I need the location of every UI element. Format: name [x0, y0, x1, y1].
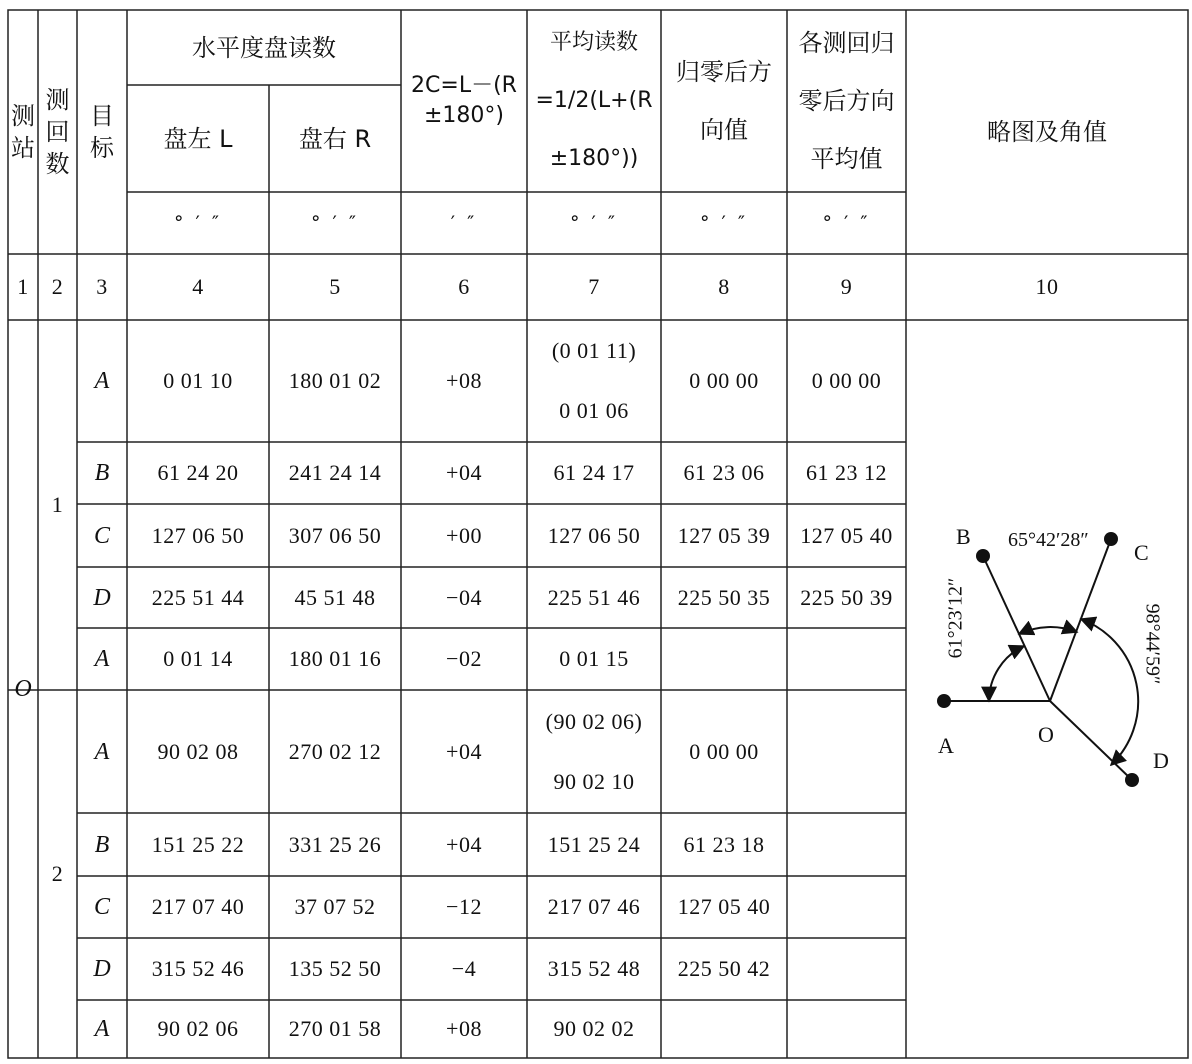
colnum-10: 10: [1035, 274, 1059, 299]
row-reduced-cell: 127 05 39: [677, 522, 771, 548]
arc-cod: [1081, 619, 1138, 765]
row-reduced-cell: 127 05 40: [677, 894, 771, 919]
row-target-cell: B: [94, 831, 110, 858]
point-a: [937, 694, 951, 708]
row-c2-cell: +08: [446, 1016, 482, 1041]
colnum-3: 3: [96, 274, 108, 299]
row-left-cell: 0 01 10: [163, 368, 233, 393]
row-left-cell: 217 07 40: [151, 894, 245, 919]
station-cell: O: [14, 676, 32, 702]
ray-oc: [1050, 539, 1111, 701]
avg-line: 127 06 50: [547, 522, 641, 548]
colnum-2: 2: [51, 274, 64, 299]
header-station-char: 测: [11, 102, 35, 130]
avg-line: 217 07 46: [547, 894, 641, 919]
unit-reduced: ° ′ ″: [700, 212, 748, 234]
round-cell-2: 2: [51, 861, 64, 886]
row-avg-cell: [527, 442, 661, 504]
row-left-cell: 0 01 14: [163, 646, 233, 671]
row-right-cell: 180 01 02: [288, 368, 382, 393]
point-d: [1125, 773, 1139, 787]
row-avg-cell: [527, 690, 661, 813]
avg-line: (90 02 06): [545, 708, 643, 734]
row-avg-cell: [527, 1000, 661, 1058]
row-c2-cell: −12: [446, 894, 482, 919]
colnum-9: 9: [840, 274, 853, 299]
header-2c-line: ±180°): [423, 103, 504, 128]
row-c2-cell: +08: [446, 368, 482, 393]
header-left: 盘左 L: [163, 124, 233, 153]
row-mean-cell: [787, 628, 906, 690]
unit-avg: ° ′ ″: [570, 212, 618, 234]
angle-cod-label: 98°44′59″: [1141, 603, 1164, 685]
row-target-cell: A: [94, 1016, 110, 1042]
header-round: [38, 10, 77, 254]
angle-aob-label: 61°23′12″: [944, 577, 967, 659]
row-target-cell: C: [93, 894, 110, 920]
row-mean-cell: 225 50 39: [800, 584, 893, 610]
point-b: [976, 549, 990, 563]
row-avg-cell: [527, 938, 661, 1000]
row-mean-cell: [787, 1000, 906, 1058]
header-avg-line: 平均读数: [549, 30, 638, 55]
row-right-cell: 270 02 12: [288, 738, 382, 764]
avg-line: 90 02 10: [553, 768, 635, 794]
unit-2c: ′ ″: [450, 212, 478, 234]
row-right-cell: 241 24 14: [288, 460, 382, 485]
header-station: [8, 10, 38, 254]
avg-line: 315 52 48: [547, 956, 641, 981]
row-reduced-cell: 61 23 18: [683, 831, 765, 857]
unit-mean: ° ′ ″: [822, 212, 871, 234]
row-avg-cell: [527, 628, 661, 690]
header-target: [77, 10, 127, 254]
avg-line: 0 01 15: [559, 646, 629, 671]
header-mean-line: 平均值: [810, 145, 883, 173]
header-target-char: 标: [90, 134, 114, 162]
header-avg-line: ±180°)): [549, 146, 639, 171]
header-station-char: 站: [11, 134, 35, 162]
header-round-char: 测: [45, 86, 70, 114]
header-round-char: 数: [45, 150, 70, 178]
row-reduced-cell: [661, 1000, 787, 1058]
row-reduced-cell: 0 00 00: [689, 368, 759, 393]
row-right-cell: 270 01 58: [288, 1016, 382, 1041]
row-c2-cell: −4: [451, 956, 477, 981]
row-target-cell: C: [93, 522, 110, 549]
row-avg-cell: [527, 320, 661, 442]
header-mean-line: 零后方向: [798, 87, 895, 115]
row-right-cell: 307 06 50: [288, 522, 382, 548]
header-reduced-line: 归零后方: [676, 58, 772, 86]
header-hz-reading: 水平度盘读数: [192, 33, 336, 62]
header-avg: [527, 10, 661, 192]
row-target-cell: D: [93, 584, 111, 611]
sketch-diagram: [906, 320, 1188, 1058]
row-mean-cell: 127 05 40: [800, 522, 893, 548]
row-avg-cell: [527, 504, 661, 567]
row-mean-cell: 0 00 00: [811, 368, 882, 393]
row-c2-cell: +04: [446, 738, 482, 764]
row-left-cell: 225 51 44: [151, 584, 245, 610]
row-target-cell: A: [94, 646, 110, 672]
row-reduced-cell: 225 50 35: [677, 584, 771, 610]
unit-left: ° ′ ″: [174, 212, 222, 234]
colnum-6: 6: [458, 274, 470, 299]
row-target-cell: A: [94, 368, 110, 394]
row-c2-cell: −02: [446, 646, 482, 671]
row-avg-cell: [527, 567, 661, 628]
colnum-8: 8: [718, 274, 730, 299]
row-mean-cell: [787, 876, 906, 938]
point-c: [1104, 532, 1118, 546]
header-2c-line: 2C=L－(R: [411, 73, 517, 98]
arc-boc: [1019, 627, 1077, 634]
avg-line: 0 01 06: [559, 398, 629, 423]
header-reduced: [661, 10, 787, 192]
row-right-cell: 135 52 50: [288, 956, 382, 981]
header-mean-line: 各测回归: [798, 29, 895, 57]
label-d: D: [1153, 748, 1169, 773]
row-target-cell: B: [94, 460, 110, 486]
label-b: B: [956, 524, 971, 549]
colnum-4: 4: [192, 274, 204, 299]
row-right-cell: 45 51 48: [294, 584, 376, 610]
header-target-char: 目: [90, 102, 114, 130]
round-cell-1: 1: [51, 492, 64, 517]
header-avg-line: =1/2(L+(R: [535, 88, 653, 113]
avg-line: 151 25 24: [547, 831, 641, 857]
avg-line: 61 24 17: [553, 460, 635, 485]
row-reduced-cell: 61 23 06: [683, 460, 765, 485]
avg-line: (0 01 11): [551, 338, 637, 363]
row-left-cell: 151 25 22: [151, 831, 245, 857]
row-c2-cell: +04: [446, 831, 482, 857]
row-mean-cell: 61 23 12: [806, 460, 887, 485]
row-target-cell: D: [93, 956, 111, 982]
row-left-cell: 315 52 46: [151, 956, 245, 981]
row-avg-cell: [527, 876, 661, 938]
row-right-cell: 331 25 26: [288, 831, 382, 857]
row-right-cell: 37 07 52: [294, 894, 376, 919]
row-reduced-cell: [661, 628, 787, 690]
row-reduced-cell: 225 50 42: [677, 956, 771, 981]
row-target-cell: A: [94, 738, 110, 765]
header-2c: [401, 10, 527, 192]
row-left-cell: 127 06 50: [151, 522, 245, 548]
row-left-cell: 90 02 06: [157, 1016, 239, 1041]
arc-aob: [989, 646, 1024, 701]
label-c: C: [1134, 540, 1149, 565]
row-avg-cell: [527, 813, 661, 876]
ray-od: [1050, 701, 1132, 780]
row-mean-cell: [787, 938, 906, 1000]
colnum-7: 7: [588, 274, 600, 299]
row-c2-cell: −04: [446, 584, 482, 610]
avg-line: 225 51 46: [547, 584, 641, 610]
header-round-char: 回: [45, 118, 70, 146]
colnum-5: 5: [329, 274, 341, 299]
angle-boc-label: 65°42′28″: [1008, 529, 1089, 551]
row-c2-cell: +00: [446, 522, 482, 548]
row-right-cell: 180 01 16: [288, 646, 382, 671]
avg-line: 90 02 02: [553, 1016, 635, 1041]
row-left-cell: 61 24 20: [157, 460, 239, 485]
colnum-1: 1: [17, 274, 29, 299]
label-a: A: [938, 733, 954, 758]
header-mean-reduced: [787, 10, 906, 192]
row-mean-cell: [787, 690, 906, 813]
label-o: O: [1038, 722, 1054, 747]
row-left-cell: 90 02 08: [157, 738, 239, 764]
header-right: 盘右 R: [298, 124, 372, 153]
header-reduced-line: 向值: [700, 116, 748, 144]
row-c2-cell: +04: [446, 460, 482, 485]
row-reduced-cell: 0 00 00: [689, 738, 759, 764]
unit-right: ° ′ ″: [311, 212, 359, 234]
row-mean-cell: [787, 813, 906, 876]
header-sketch: 略图及角值: [987, 118, 1107, 146]
